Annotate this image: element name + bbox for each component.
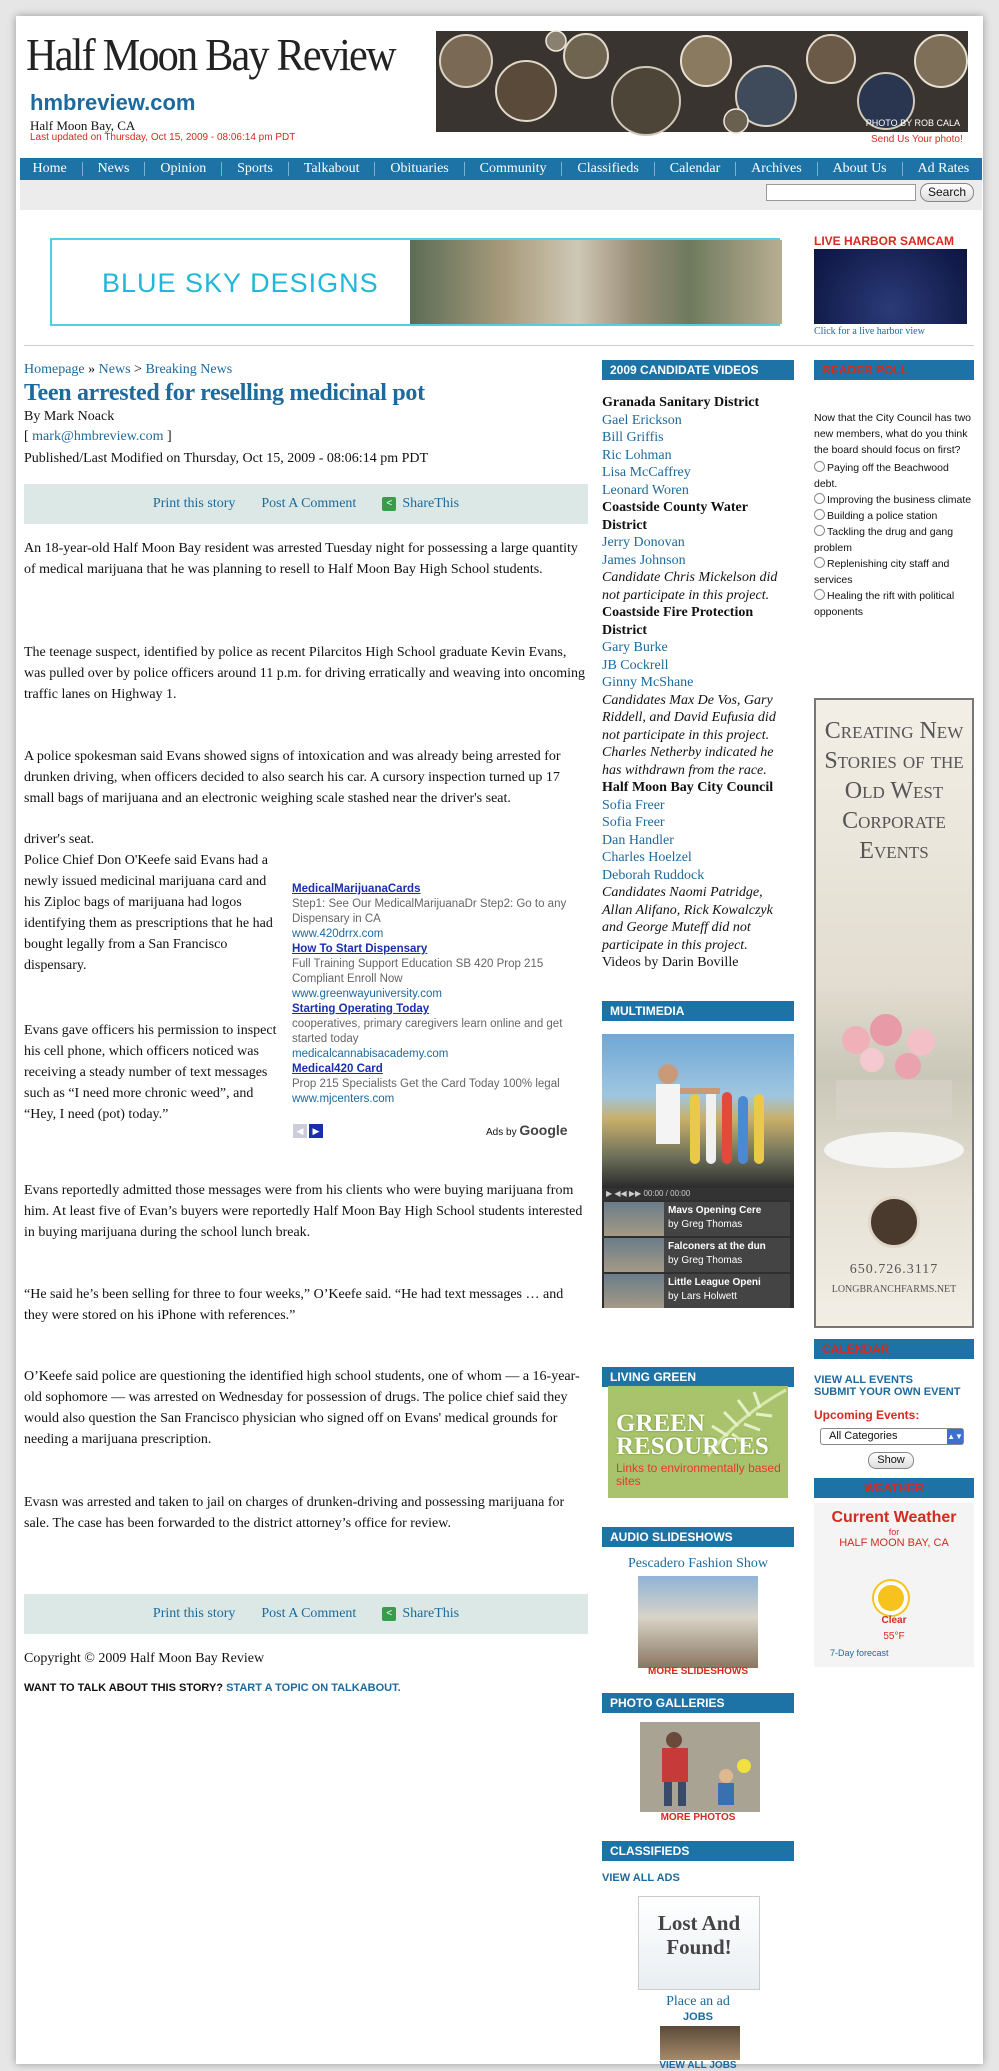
poll-option[interactable]: [814, 556, 974, 588]
nav-sports[interactable]: Sports: [237, 161, 273, 176]
weather-condition: Clear: [881, 1615, 907, 1626]
multimedia-header: MULTIMEDIA: [602, 1001, 794, 1021]
search-input[interactable]: [766, 184, 916, 201]
main-nav: [20, 158, 982, 180]
masthead-logo[interactable]: Half Moon Bay Review: [26, 29, 395, 80]
candidate-link[interactable]: James Johnson: [602, 552, 686, 568]
share-this-label: ShareThis: [402, 496, 460, 511]
jobs-image[interactable]: [660, 2026, 740, 2060]
play-icon[interactable]: ▶ ◀◀ ▶▶: [606, 1189, 644, 1198]
nav-news[interactable]: News: [97, 161, 130, 176]
candidate-link[interactable]: Dan Handler: [602, 832, 674, 848]
living-green-header: LIVING GREEN: [602, 1367, 794, 1387]
weather-header: WEATHER: [814, 1478, 974, 1498]
district-heading: Half Moon Bay City Council: [602, 780, 774, 795]
breadcrumb-section[interactable]: Breaking News: [145, 362, 233, 377]
page: [16, 16, 983, 2071]
calendar-header: CALENDAR: [814, 1339, 974, 1359]
photo-gallery-image[interactable]: [640, 1722, 760, 1812]
radio-icon[interactable]: [814, 509, 825, 520]
ad-phone: 650.726.3117: [849, 1262, 939, 1277]
ad-item[interactable]: [292, 1062, 592, 1107]
green-resources-title: GREEN RESOURCES: [616, 1410, 769, 1460]
article-paragraph: A police spokesman said Evans showed signs of intoxication and was already being arrested for drunken driving, when officers decided to also search his car. A cursory inspection turned up 17 small bags of marijuana and an electronic weighing scale stashed near the driver's seat.: [24, 749, 561, 806]
ads-next-icon[interactable]: ▶: [309, 1124, 323, 1138]
banner-ad[interactable]: [50, 238, 780, 326]
candidate-note: Candidates Max De Vos, Gary Riddell, and David Eufusia did not participate in this project. Charles Netherby indicated he has withdrawn from the race.: [602, 692, 776, 778]
search-button[interactable]: Search: [920, 183, 974, 202]
share-bar-bottom: [24, 1594, 588, 1634]
classifieds-header: CLASSIFIEDS: [602, 1841, 794, 1861]
table-setting-image: [816, 1000, 972, 1180]
ad-headline: Creating New Stories of the Old West Corporate Events: [824, 718, 964, 864]
ad-item[interactable]: [292, 942, 592, 1002]
poll-option-label: Replenishing city staff and services: [814, 558, 950, 586]
radio-icon[interactable]: [814, 461, 825, 472]
share-icon: <: [382, 497, 396, 511]
ad-url[interactable]: www.greenwayuniversity.com: [292, 988, 442, 1000]
share-icon: <: [382, 1607, 396, 1621]
article-paragraph: Evasn was arrested and taken to jail on charges of drunken-driving and possessing marijuana for sale. The case has been forwarded to the district attorney’s office for review.: [24, 1495, 565, 1531]
playlist-title: Little League Openi: [668, 1277, 761, 1288]
ad-url[interactable]: medicalcannabisacademy.com: [292, 1048, 449, 1060]
candidate-videos-header: 2009 CANDIDATE VIDEOS: [602, 360, 794, 380]
seven-day-forecast-link[interactable]: 7-Day forecast: [830, 1648, 889, 1658]
candidate-link[interactable]: Bill Griffis: [602, 430, 664, 445]
ad-url[interactable]: www.420drrx.com: [292, 928, 384, 940]
radio-icon[interactable]: [814, 525, 825, 536]
radio-icon[interactable]: [814, 589, 825, 600]
article-byline: By Mark Noack: [24, 409, 115, 424]
weather-location: HALF MOON BAY, CA: [839, 1537, 949, 1549]
ad-title[interactable]: MedicalMarijuanaCards: [292, 883, 421, 895]
poll-option-label: Paying off the Beachwood debt.: [814, 462, 949, 490]
category-select-value: All Categories: [829, 1430, 898, 1442]
view-all-ads-link[interactable]: VIEW ALL ADS: [602, 1872, 680, 1884]
article-paragraph: Evans reportedly admitted those messages were from his clients who were buying marijuana from him. At least five of Evan’s buyers were reportedly Half Moon Bay High School students interested in buying marijuana during the school lunch break.: [24, 1183, 583, 1240]
ad-item[interactable]: [292, 882, 592, 942]
poll-option-label: Tackling the drug and gang problem: [814, 526, 954, 554]
poll-option[interactable]: [814, 492, 974, 508]
email-bracket: ]: [163, 429, 172, 444]
playlist-thumb: [604, 1274, 664, 1308]
jobs-link[interactable]: JOBS: [683, 2011, 713, 2023]
email-bracket: [: [24, 429, 33, 444]
reader-poll-header: READER POLL: [814, 360, 974, 380]
candidate-link[interactable]: Gael Erickson: [602, 412, 682, 428]
category-select[interactable]: [820, 1428, 964, 1445]
candidate-link[interactable]: Ric Lohman: [602, 447, 672, 463]
harbor-cam-caption[interactable]: Click for a live harbor view: [814, 326, 925, 337]
weather-widget: [814, 1503, 974, 1667]
nav-archives[interactable]: Archives: [751, 161, 802, 176]
article-paragraph: driver's seat.: [24, 832, 95, 847]
harbor-cam-title: LIVE HARBOR SAMCAM: [814, 234, 954, 248]
candidate-link[interactable]: Deborah Ruddock: [602, 867, 705, 883]
place-ad-link[interactable]: Place an ad: [666, 1994, 730, 2009]
poll-option[interactable]: [814, 508, 974, 524]
radio-icon[interactable]: [814, 557, 825, 568]
divider: [24, 345, 974, 346]
poll-option[interactable]: [814, 524, 974, 556]
candidate-note: Candidates Naomi Patridge, Allan Alifano, Rick Kowalczyk and George Muteff did not participate in this project.: [602, 885, 773, 953]
playlist-author: by Lars Holwett: [668, 1291, 737, 1302]
breadcrumb-home[interactable]: Homepage: [24, 362, 85, 377]
banner-ad-photo: [410, 240, 782, 324]
post-comment-link[interactable]: Post A Comment: [261, 496, 357, 511]
candidate-link[interactable]: Ginny McShane: [602, 675, 694, 690]
candidate-link[interactable]: Jerry Donovan: [602, 535, 685, 550]
article-paragraph: “He said he’s been selling for three to four weeks,” O’Keefe said. “He had text messages … and they were stored on his iPhone with references.”: [24, 1287, 564, 1323]
harbor-cam-image[interactable]: [814, 249, 967, 324]
longbranch-farms-ad[interactable]: [814, 698, 974, 1328]
candidate-link[interactable]: Sofia Freer: [602, 797, 665, 813]
playlist-title: Falconers at the dun: [668, 1241, 766, 1252]
nav-ad-rates[interactable]: Ad Rates: [917, 161, 970, 176]
photo-credit: PHOTO BY ROB CALA: [865, 118, 960, 128]
playlist-title: Mavs Opening Cere: [668, 1205, 762, 1216]
bubbles-image: [436, 31, 968, 132]
district-heading: Granada Sanitary District: [602, 395, 760, 410]
city-text: Half Moon Bay, CA: [30, 118, 136, 133]
candidate-note: Candidate Chris Mickelson did not participate in this project.: [602, 570, 778, 603]
ad-title[interactable]: How To Start Dispensary: [292, 943, 428, 955]
nav-talkabout[interactable]: Talkabout: [303, 161, 360, 176]
breadcrumb: [24, 362, 232, 378]
article-paragraph: An 18-year-old Half Moon Bay resident was arrested Tuesday night for possessing a large quantity of medical marijuana that he was planning to resell to Half Moon Bay High School students.: [24, 541, 578, 577]
article-paragraph: The teenage suspect, identified by police as recent Pilarcitos High School graduate Kevin Evans, was pulled over by police officers around 11 p.m. for driving erratically and weaving into oncoming traffic lanes on Highway 1.: [24, 645, 586, 702]
poll-option[interactable]: [814, 460, 974, 492]
video-frame-image: [602, 1034, 794, 1188]
district-heading: Coastside Fire Protection District: [602, 605, 754, 638]
slideshow-image[interactable]: [638, 1576, 758, 1668]
longbranch-logo-icon: [868, 1196, 920, 1248]
article-paragraph: Evans gave officers his permission to inspect his cell phone, which officers noticed was receiving a steady number of text messages such as “I need more chronic weed”, and “Hey, I need (pot) today.”: [24, 1023, 277, 1122]
talkabout-link[interactable]: START A TOPIC ON TALKABOUT.: [226, 1682, 401, 1694]
ad-desc: Full Training Support Education SB 420 Prop 215 Compliant Enroll Now: [292, 958, 544, 985]
radio-icon[interactable]: [814, 493, 825, 504]
breadcrumb-sep: >: [130, 362, 146, 377]
player-time: 00:00 / 00:00: [643, 1189, 691, 1198]
playlist-author: by Greg Thomas: [668, 1255, 743, 1266]
share-this-button[interactable]: [382, 496, 459, 512]
poll-option-label: Improving the business climate: [827, 494, 972, 506]
more-photos-link[interactable]: MORE PHOTOS: [660, 1812, 736, 1823]
nav-about-us[interactable]: About Us: [832, 161, 887, 176]
breadcrumb-news[interactable]: News: [98, 362, 131, 377]
nav-community[interactable]: Community: [479, 161, 547, 176]
calendar-links: [814, 1374, 974, 1398]
weather-title: Current Weather: [831, 1509, 957, 1526]
ad-desc: cooperatives, primary caregivers learn online and get started today: [292, 1018, 563, 1045]
reader-poll: [814, 410, 974, 620]
breadcrumb-sep: »: [84, 362, 99, 377]
ads-by-text: Ads by: [486, 1127, 517, 1138]
ads-prev-icon[interactable]: ◀: [293, 1124, 307, 1138]
article-headline: Teen arrested for reselling medicinal pot: [24, 380, 425, 406]
view-all-jobs-link[interactable]: VIEW ALL JOBS: [659, 2060, 737, 2071]
share-this-label: ShareThis: [402, 1606, 460, 1621]
published-date: Published/Last Modified on Thursday, Oct 15, 2009 - 08:06:14 pm PDT: [24, 451, 429, 466]
gallery-photo: [640, 1722, 760, 1812]
green-resources-banner[interactable]: [608, 1386, 788, 1498]
nav-obituaries[interactable]: Obituaries: [390, 161, 449, 176]
poll-option-label: Building a police station: [827, 510, 938, 522]
ad-title[interactable]: Starting Operating Today: [292, 1003, 430, 1015]
ad-url[interactable]: www.mjcenters.com: [292, 1093, 395, 1105]
nav-opinion[interactable]: Opinion: [160, 161, 207, 176]
candidate-link[interactable]: Sofia Freer: [602, 815, 665, 830]
district-heading: Coastside County Water District: [602, 500, 748, 533]
show-events-button[interactable]: Show: [868, 1452, 914, 1469]
article-paragraph: O’Keefe said police are questioning the identified high school students, one of whom — a 16-year-old sophomore — was arrested on Wednesday for possession of drugs. The police chief said they would also question the San Francisco physician who signed off on Evans' medical grounds for needing a marijuana prescription.: [24, 1369, 580, 1447]
photo-galleries-header: PHOTO GALLERIES: [602, 1693, 794, 1713]
author-email-line: [24, 429, 172, 445]
ad-title[interactable]: Medical420 Card: [292, 1063, 383, 1075]
google-logo: Google: [519, 1122, 568, 1138]
site-url-link[interactable]: hmbreview.com: [30, 90, 196, 115]
playlist-item[interactable]: [604, 1238, 790, 1272]
submit-event-link[interactable]: SUBMIT YOUR OWN EVENT: [814, 1386, 961, 1398]
talkabout-line: [24, 1682, 401, 1694]
nav-home[interactable]: Home: [32, 161, 67, 176]
author-email-link[interactable]: mark@hmbreview.com: [32, 429, 164, 444]
print-story-link[interactable]: Print this story: [152, 1606, 236, 1621]
share-this-button[interactable]: [382, 1606, 459, 1622]
banner-ad-text: BLUE SKY DESIGNS: [102, 268, 379, 298]
playlist-author: by Greg Thomas: [668, 1219, 743, 1230]
share-bar-top: [24, 484, 588, 524]
nav-calendar[interactable]: Calendar: [669, 161, 721, 176]
weather-for: for: [888, 1527, 900, 1537]
playlist-item[interactable]: [604, 1274, 790, 1308]
last-updated-text: Last updated on Thursday, Oct 15, 2009 - 08:06:14 pm PDT: [30, 132, 296, 143]
talkabout-prompt: WANT TO TALK ABOUT THIS STORY?: [24, 1682, 227, 1694]
ad-desc: Step1: See Our MedicalMarijuanaDr Step2: Go to any Dispensary in CA: [292, 898, 567, 925]
ad-item[interactable]: [292, 1002, 592, 1062]
weather-temperature: 55°F: [883, 1631, 905, 1642]
playlist-thumb: [604, 1238, 664, 1272]
upcoming-events-label: Upcoming Events:: [814, 1408, 920, 1422]
audio-slideshows-header: AUDIO SLIDESHOWS: [602, 1527, 794, 1547]
lost-and-found-ad[interactable]: Lost And Found!: [638, 1896, 760, 1990]
candidate-list: [602, 394, 792, 972]
header-photo: [436, 31, 968, 132]
poll-question: Now that the City Council has two new members, what do you think the board should focus on first?: [814, 412, 971, 456]
multimedia-playlist: [602, 1200, 794, 1308]
post-comment-link[interactable]: Post A Comment: [261, 1606, 357, 1621]
copyright: Copyright © 2009 Half Moon Bay Review: [24, 1651, 265, 1666]
playlist-thumb: [604, 1202, 664, 1236]
print-story-link[interactable]: Print this story: [152, 496, 236, 511]
more-slideshows-link[interactable]: MORE SLIDESHOWS: [647, 1666, 748, 1677]
candidate-link[interactable]: Leonard Woren: [602, 482, 689, 498]
candidate-link[interactable]: JB Cockrell: [602, 657, 669, 673]
slideshow-title[interactable]: Pescadero Fashion Show: [628, 1556, 768, 1571]
playlist-item[interactable]: [604, 1202, 790, 1236]
article-paragraph: Police Chief Don O'Keefe said Evans had a newly issued medicinal marijuana card and his Ziploc bags of marijuana had logos identifying them as prescriptions that he had bought legally from a San Francisco dispensary.: [24, 853, 273, 973]
candidate-link[interactable]: Charles Hoelzel: [602, 850, 692, 865]
send-photo-link[interactable]: Send Us Your photo!: [871, 134, 963, 145]
ad-url: LONGBRANCHFARMS.NET: [831, 1284, 957, 1295]
poll-option-label: Healing the rift with political opponents: [814, 590, 955, 618]
nav-classifieds[interactable]: Classifieds: [577, 161, 639, 176]
select-arrow-icon: ▲▼: [947, 1429, 963, 1444]
ads-by-google[interactable]: [486, 1122, 568, 1138]
ad-desc: Prop 215 Specialists Get the Card Today 100% legal: [292, 1078, 560, 1090]
candidate-link[interactable]: Gary Burke: [602, 640, 668, 655]
player-controls[interactable]: [602, 1188, 794, 1200]
view-all-events-link[interactable]: VIEW ALL EVENTS: [814, 1374, 914, 1386]
google-ads: [292, 882, 592, 1150]
poll-option[interactable]: [814, 588, 974, 620]
green-resources-caption: Links to environmentally based sites: [616, 1461, 781, 1488]
videos-credit: Videos by Darin Boville: [602, 955, 739, 970]
multimedia-player[interactable]: [602, 1034, 794, 1188]
sun-icon: [878, 1585, 904, 1611]
candidate-link[interactable]: Lisa McCaffrey: [602, 465, 691, 480]
